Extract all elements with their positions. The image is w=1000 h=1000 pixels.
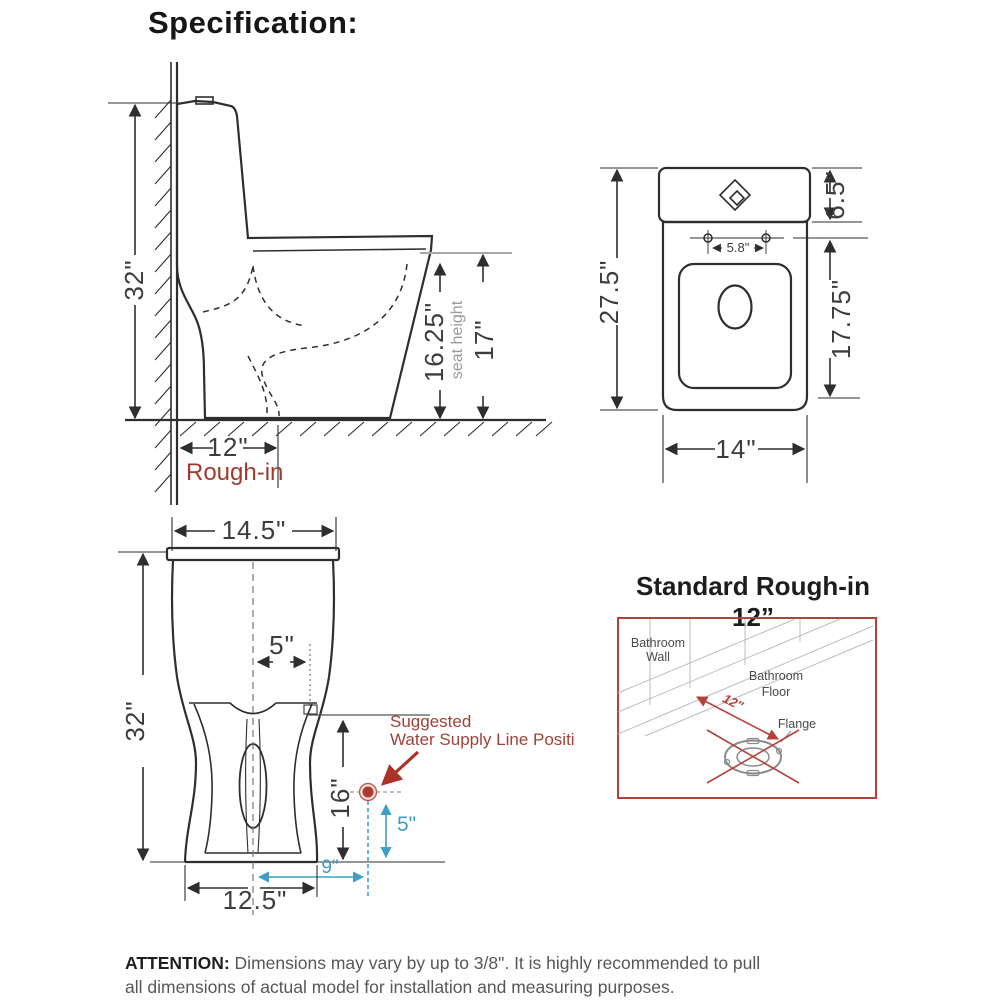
supply-dot	[363, 787, 374, 798]
seat-height-dimension	[449, 255, 499, 418]
tank-lid	[167, 548, 339, 560]
rough-in-diagram	[615, 610, 885, 810]
seat-height-caption: seat height	[449, 300, 466, 380]
supply-height-label: 5"	[397, 813, 417, 836]
attention-note	[125, 952, 925, 999]
toilet-top-outline	[659, 168, 810, 410]
top-depth-dimension	[594, 168, 658, 410]
bathroom-floor-label-1: Bathroom	[748, 669, 804, 683]
seat-depth-label: 17.75"	[826, 278, 856, 360]
bathroom-floor-label-2: Floor	[761, 685, 791, 699]
side-height-label: 32"	[119, 259, 149, 301]
supply-note-arrow	[384, 752, 418, 783]
front-view-drawing	[110, 505, 590, 920]
side-view-drawing	[100, 60, 560, 515]
top-width-label: 14"	[715, 434, 757, 464]
attention-label: ATTENTION:	[125, 953, 230, 973]
rough-in-title: Standard Rough-in 12”	[636, 571, 870, 632]
rim-height-label: 16"	[325, 777, 355, 819]
supply-note-line2: Water Supply Line Positi	[390, 730, 575, 749]
bathroom-wall-label-2: Wall	[646, 650, 670, 664]
front-height-dimension	[118, 552, 185, 862]
attention-text-line2: all dimensions of actual model for installation and measuring purposes.	[125, 976, 675, 997]
wall-hatching	[155, 100, 171, 492]
bowl-height-dimension	[419, 264, 449, 418]
page-title: Specification:	[148, 5, 359, 40]
tank-width-label: 14.5"	[221, 515, 287, 545]
flush-button-top	[720, 180, 750, 210]
base-width-dimension	[185, 865, 317, 915]
bolt-spacing-label: 5.8"	[726, 240, 750, 255]
top-depth-label: 27.5"	[594, 259, 624, 325]
toilet-side-outline	[177, 97, 432, 418]
seat-height-label: 17"	[469, 319, 499, 361]
supply-note	[384, 712, 575, 783]
supply-offset-center-dimension	[258, 630, 310, 712]
rough-in-label: Rough-in	[186, 459, 284, 486]
top-width-dimension	[663, 415, 807, 483]
bolt-spacing-dimension	[713, 240, 763, 255]
supply-side-dimension	[259, 857, 363, 878]
flange-label: Flange	[777, 717, 817, 731]
side-height-dimension	[108, 103, 180, 418]
bathroom-wall-label-1: Bathroom	[630, 636, 686, 650]
tank-depth-label: 6.5"	[820, 170, 850, 220]
tank-depth-dimension	[812, 168, 862, 222]
tank-top	[659, 168, 810, 222]
bowl-opening	[719, 286, 752, 329]
rough-in-dimension	[181, 425, 283, 488]
seat-depth-dimension	[793, 238, 868, 398]
supply-height-dimension	[386, 805, 416, 857]
supply-offset-center-label: 5"	[269, 630, 295, 660]
bowl-height-label: 16.25"	[419, 301, 449, 383]
supply-note-line1: Suggested	[390, 712, 472, 731]
trapway-dashed-lines	[203, 264, 407, 416]
rough-in-value: 12"	[207, 432, 249, 462]
top-view-drawing	[580, 140, 900, 490]
water-supply-point	[350, 784, 402, 898]
base-width-label: 12.5"	[222, 885, 288, 915]
tank-width-dimension	[172, 515, 336, 551]
seat-top	[679, 264, 791, 388]
supply-side-label: 9"	[321, 857, 339, 878]
wall	[155, 62, 177, 505]
front-height-label: 32"	[120, 700, 150, 742]
floor	[125, 420, 552, 436]
attention-text-line1: Dimensions may vary by up to 3/8". It is highly recommended to pull	[234, 953, 761, 973]
rough-in-distance: 12"	[720, 690, 746, 714]
